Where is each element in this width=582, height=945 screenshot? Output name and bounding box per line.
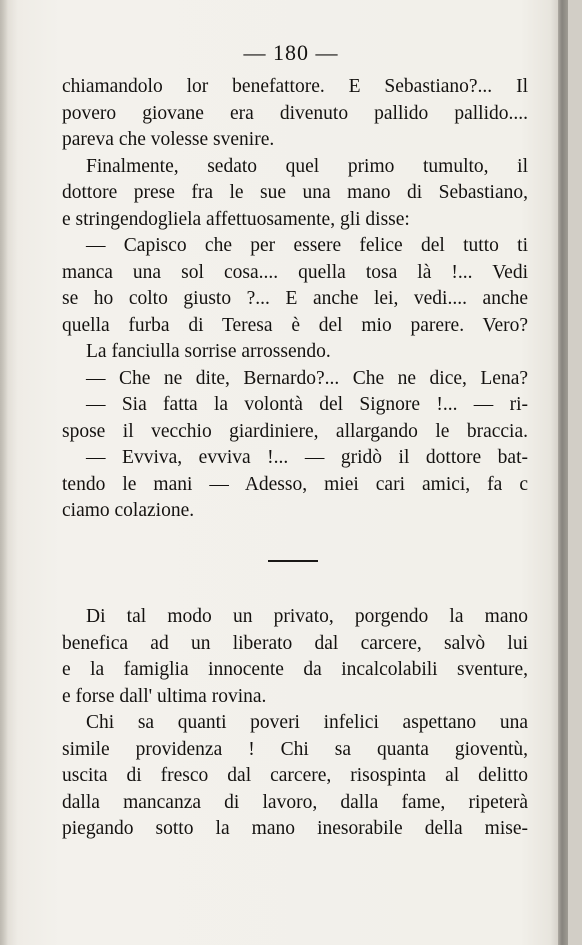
text-line: uscita di fresco dal carcere, risospinta al delitto [62, 765, 528, 786]
text-line: chiamandolo lor benefattore. E Sebastiano?... Il [62, 76, 528, 97]
text-line: Chi sa quanti poveri infelici aspettano una [86, 712, 528, 733]
text-line: dottore prese fra le sue una mano di Sebastiano, [62, 182, 528, 203]
text-line: e forse dall' ultima rovina. [62, 685, 267, 707]
text-line: ciamo colazione. [62, 500, 195, 521]
text-line: Finalmente, sedato quel primo tumulto, il [86, 155, 528, 177]
text-line: piegando sotto la mano inesorabile della mise- [62, 818, 528, 839]
text-line: spose il vecchio giardiniere, allargando le braccia. [62, 420, 528, 442]
page-number: — 180 — [243, 40, 339, 65]
page-binding-edge [558, 0, 568, 945]
text-line: quella furba di Teresa è del mio parere. Vero? [62, 314, 528, 336]
text-line: La fanciulla sorrise arrossendo. [86, 341, 331, 362]
text-line: Di tal modo un privato, porgendo la mano [86, 606, 528, 627]
text-line: benefica ad un liberato dal carcere, salvò lui [62, 632, 528, 654]
top-text-block [62, 74, 528, 525]
text-line: e la famiglia innocente da incalcolabili sventure, [62, 659, 528, 680]
text-line: simile providenza ! Chi sa quanta gioventù, [62, 738, 528, 760]
text-line: pareva che volesse svenire. [62, 129, 275, 150]
text-line: dalla mancanza di lavoro, dalla fame, ripeterà [62, 791, 528, 813]
text-line: — Evviva, evviva !... — gridò il dottore bat- [86, 447, 528, 468]
text-line: — Capisco che per essere felice del tutto ti [86, 235, 528, 256]
text-line: e stringendogliela affettuosamente, gli disse: [62, 208, 410, 230]
section-divider [268, 560, 318, 562]
text-line: se ho colto giusto ?... E anche lei, vedi.... anche [62, 288, 528, 309]
text-line: povero giovane era divenuto pallido pallido.... [62, 102, 528, 124]
page-gutter-shadow [0, 0, 8, 945]
text-line: — Che ne dite, Bernardo?... Che ne dice, Lena? [86, 367, 528, 389]
text-line: manca una sol cosa.... quella tosa là !... Vedi [62, 261, 528, 283]
text-line: — Sia fatta la volontà del Signore !... — ri- [86, 394, 528, 415]
text-line: tendo le mani — Adesso, miei cari amici, fa c [62, 473, 528, 495]
bottom-text-block [62, 604, 528, 843]
